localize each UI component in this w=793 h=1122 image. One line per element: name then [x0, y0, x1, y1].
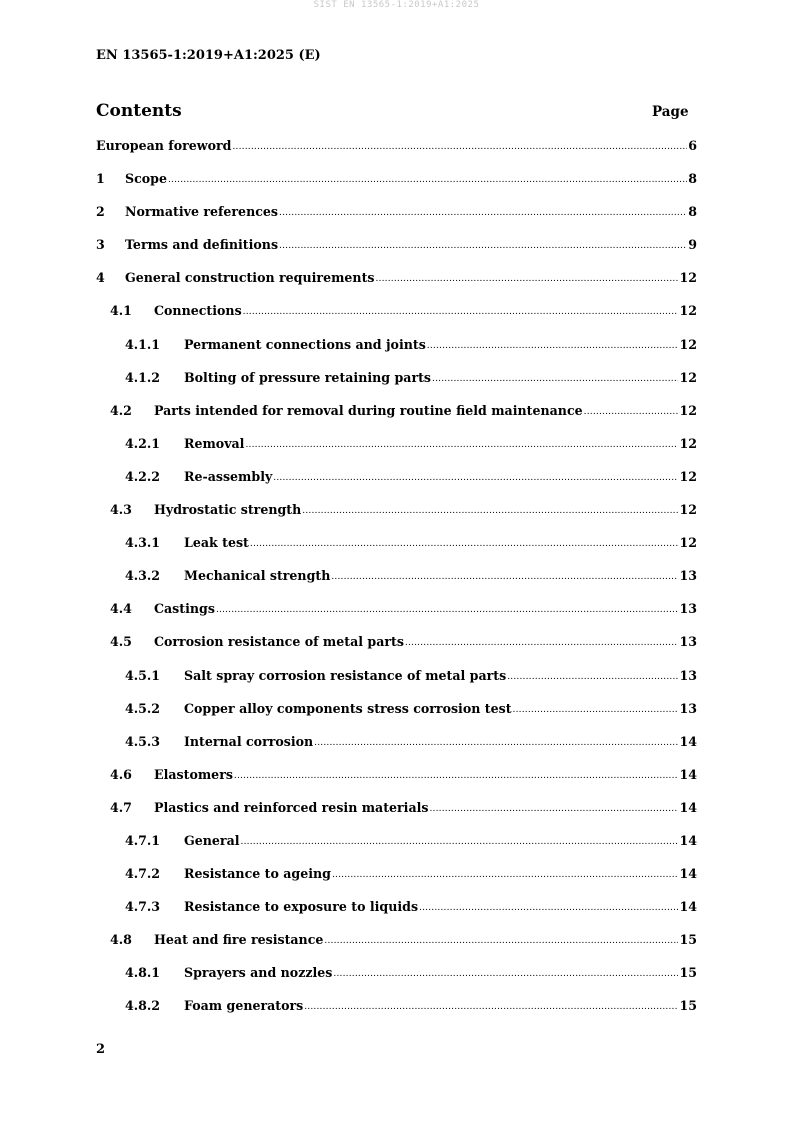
toc-entry[interactable]: [96, 138, 697, 171]
toc-entry[interactable]: [96, 601, 697, 634]
toc-entry-page: 13: [679, 601, 697, 617]
toc-entry-number: 4.8.1: [125, 965, 161, 981]
toc-entry-title: Mechanical strength: [184, 568, 331, 584]
toc-entry-title: Leak test: [184, 535, 249, 551]
toc-entry-page: 14: [679, 799, 697, 815]
toc-entry-page: 12: [679, 535, 697, 551]
toc-entry[interactable]: [96, 998, 697, 1031]
toc-dot-leader: [375, 274, 678, 284]
toc-entry-title: Connections: [154, 303, 242, 319]
toc-entry-page: 14: [679, 766, 697, 782]
toc-entry-title: Resistance to exposure to liquids: [184, 899, 419, 915]
toc-entry[interactable]: [96, 932, 697, 965]
toc-entry-number: 4.7: [110, 799, 132, 815]
toc-entry-number: 4.3.2: [125, 568, 161, 584]
toc-entry-number: 1: [96, 171, 105, 187]
toc-entry[interactable]: [96, 701, 697, 734]
toc-dot-leader: [513, 705, 679, 715]
toc-entry-number: 4.2.2: [125, 468, 161, 484]
toc-entry-page: 12: [679, 435, 697, 451]
toc-dot-leader: [234, 771, 679, 781]
toc-entry-title: General construction requirements: [125, 270, 375, 286]
toc-dot-leader: [232, 142, 687, 152]
toc-entry-title: Sprayers and nozzles: [184, 965, 333, 981]
toc-dot-leader: [331, 572, 678, 582]
toc-entry-page: 13: [679, 568, 697, 584]
toc-entry[interactable]: [96, 270, 697, 303]
toc-entry-title: Elastomers: [154, 766, 233, 782]
toc-entry[interactable]: [96, 469, 697, 502]
toc-entry-number: 4.8.2: [125, 998, 161, 1014]
toc-entry-title: Parts intended for removal during routine field maintenance: [154, 402, 583, 418]
toc-entry[interactable]: [96, 899, 697, 932]
toc-dot-leader: [405, 638, 679, 648]
toc-entry-title: Permanent connections and joints: [184, 336, 426, 352]
toc-entry-page: 15: [679, 932, 697, 948]
toc-entry-number: 4.7.2: [125, 866, 161, 882]
toc-dot-leader: [332, 870, 679, 880]
toc-entry-title: Copper alloy components stress corrosion test: [184, 700, 512, 716]
toc-entry-page: 6: [688, 138, 697, 153]
toc-entry-title: Removal: [184, 435, 245, 451]
toc-dot-leader: [302, 506, 678, 516]
toc-entry[interactable]: [96, 337, 697, 370]
toc-entry-title: Castings: [154, 601, 215, 617]
toc-entry-page: 14: [679, 899, 697, 915]
toc-entry[interactable]: [96, 535, 697, 568]
toc-entry-title: European foreword: [96, 138, 232, 153]
watermark-text: SIST EN 13565-1:2019+A1:2025: [313, 0, 480, 10]
toc-entry[interactable]: [96, 767, 697, 800]
toc-entry-title: Foam generators: [184, 998, 304, 1014]
toc-entry-page: 14: [679, 832, 697, 848]
toc-dot-leader: [279, 241, 687, 251]
toc-dot-leader: [314, 738, 678, 748]
toc-entry-number: 3: [96, 237, 105, 253]
toc-entry[interactable]: [96, 436, 697, 469]
toc-dot-leader: [427, 341, 679, 351]
toc-entry[interactable]: [96, 171, 697, 204]
toc-entry-page: 12: [679, 369, 697, 385]
toc-entry-page: 12: [679, 270, 697, 286]
toc-entry-page: 15: [679, 965, 697, 981]
toc-entry-page: 8: [688, 204, 697, 220]
toc-entry-number: 4.2.1: [125, 435, 161, 451]
toc-entry[interactable]: [96, 833, 697, 866]
toc-dot-leader: [279, 208, 687, 218]
toc-entry-title: Internal corrosion: [184, 733, 314, 749]
toc-entry[interactable]: [96, 800, 697, 833]
toc-entry-page: 12: [679, 303, 697, 319]
toc-dot-leader: [419, 903, 678, 913]
toc-dot-leader: [584, 407, 679, 417]
toc-entry-number: 4: [96, 270, 105, 286]
toc-entry[interactable]: [96, 403, 697, 436]
toc-entry-page: 13: [679, 700, 697, 716]
toc-entry-title: Corrosion resistance of metal parts: [154, 634, 404, 650]
toc-entry-number: 4.1.1: [125, 336, 161, 352]
toc-entry-number: 4.7.1: [125, 832, 161, 848]
toc-entry-title: Salt spray corrosion resistance of metal parts: [184, 667, 507, 683]
toc-dot-leader: [243, 307, 679, 317]
toc-dot-leader: [168, 175, 687, 185]
toc-dot-leader: [430, 804, 679, 814]
toc-entry-page: 13: [679, 667, 697, 683]
toc-entry[interactable]: [96, 866, 697, 899]
toc-entry[interactable]: [96, 370, 697, 403]
toc-entry[interactable]: [96, 634, 697, 667]
toc-entry-title: Scope: [125, 171, 167, 187]
toc-entry-number: 4.4: [110, 601, 132, 617]
toc-entry-number: 4.3: [110, 502, 132, 518]
toc-dot-leader: [273, 473, 678, 483]
toc-entry[interactable]: [96, 303, 697, 336]
toc-entry-number: 4.2: [110, 402, 132, 418]
toc-dot-leader: [507, 672, 678, 682]
document-identifier: EN 13565-1:2019+A1:2025 (E): [96, 48, 321, 63]
toc-entry-title: Hydrostatic strength: [154, 502, 302, 518]
toc-entry-title: Normative references: [125, 204, 279, 220]
toc-entry-number: 4.8: [110, 932, 132, 948]
toc-entry-page: 8: [688, 171, 697, 187]
toc-entry-number: 4.1: [110, 303, 132, 319]
page-column-label: Page: [652, 104, 689, 120]
toc-entry-title: Plastics and reinforced resin materials: [154, 799, 429, 815]
toc-entry-page: 14: [679, 866, 697, 882]
toc-entry-title: Bolting of pressure retaining parts: [184, 369, 432, 385]
toc-entry-page: 15: [679, 998, 697, 1014]
toc-dot-leader: [241, 837, 679, 847]
toc-entry-page: 12: [679, 402, 697, 418]
toc-entry-number: 4.5.3: [125, 733, 161, 749]
toc-entry-number: 4.6: [110, 766, 132, 782]
toc-entry-page: 12: [679, 336, 697, 352]
page-title: Contents: [96, 101, 182, 121]
toc-entry-page: 14: [679, 733, 697, 749]
toc-entry[interactable]: [96, 502, 697, 535]
toc-dot-leader: [333, 969, 678, 979]
toc-dot-leader: [432, 374, 678, 384]
toc-entry-page: 9: [688, 237, 697, 253]
toc-entry-title: General: [184, 832, 240, 848]
toc-dot-leader: [245, 440, 678, 450]
toc-entry-number: 2: [96, 204, 105, 220]
toc-entry[interactable]: [96, 568, 697, 601]
toc-dot-leader: [216, 605, 679, 615]
toc-dot-leader: [304, 1002, 678, 1012]
toc-entry-title: Heat and fire resistance: [154, 932, 324, 948]
table-of-contents: [96, 138, 697, 1032]
toc-entry-page: 13: [679, 634, 697, 650]
toc-dot-leader: [250, 539, 679, 549]
toc-entry[interactable]: [96, 965, 697, 998]
page-number: 2: [96, 1042, 106, 1057]
toc-entry-title: Resistance to ageing: [184, 866, 331, 882]
toc-dot-leader: [324, 936, 678, 946]
toc-entry-number: 4.3.1: [125, 535, 161, 551]
toc-entry-number: 4.5.1: [125, 667, 161, 683]
toc-entry-title: Terms and definitions: [125, 237, 279, 253]
toc-entry-page: 12: [679, 468, 697, 484]
toc-entry-page: 12: [679, 502, 697, 518]
toc-entry[interactable]: [96, 204, 697, 237]
toc-entry-number: 4.1.2: [125, 369, 161, 385]
toc-entry-number: 4.5: [110, 634, 132, 650]
toc-entry[interactable]: [96, 668, 697, 701]
toc-entry-number: 4.5.2: [125, 700, 161, 716]
toc-entry-number: 4.7.3: [125, 899, 161, 915]
toc-entry[interactable]: [96, 734, 697, 767]
toc-entry[interactable]: [96, 237, 697, 270]
toc-entry-title: Re-assembly: [184, 468, 273, 484]
